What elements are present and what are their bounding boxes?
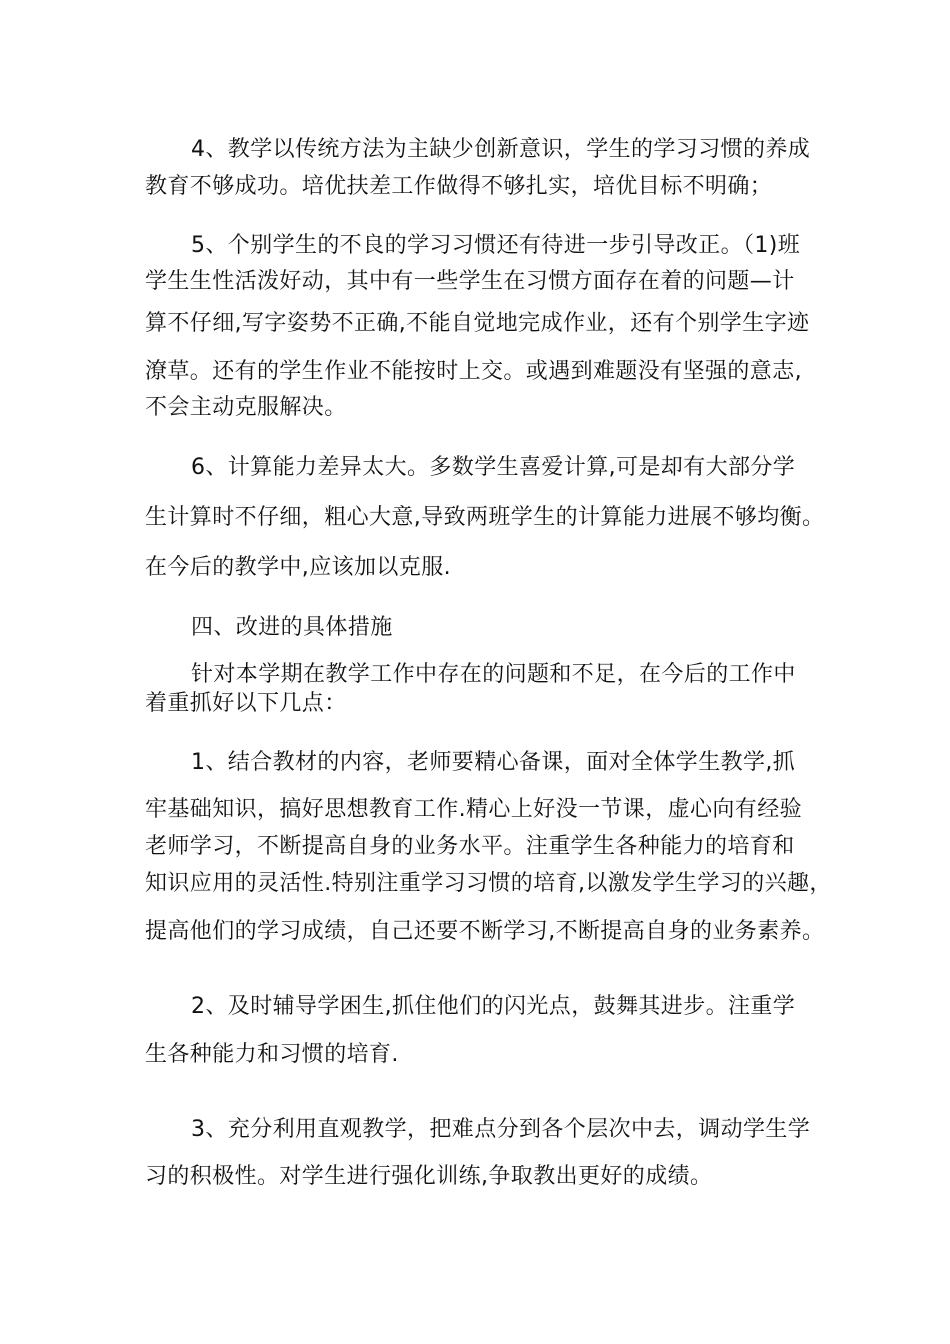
text-line: 3、充分利用直观教学，把难点分到各个层次中去，调动学生学	[191, 1117, 811, 1142]
text-line: 教育不够成功。培优扶差工作做得不够扎实，培优目标不明确；	[145, 174, 773, 199]
text-line: 6、计算能力差异太大。多数学生喜爱计算,可是却有大部分学	[191, 455, 796, 480]
text-line: 5、个别学生的不良的学习习惯还有待进一步引导改正。（1)班	[191, 233, 801, 258]
text-line: 老师学习，不断提高自身的业务水平。注重学生各种能力的培育和	[145, 834, 795, 859]
text-line: 潦草。还有的学生作业不能按时上交。或遇到难题没有坚强的意志,	[145, 359, 802, 384]
text-line: 2、及时辅导学困生,抓住他们的闪光点，鼓舞其进步。注重学	[191, 994, 796, 1019]
text-line: 4、教学以传统方法为主缺少创新意识，学生的学习习惯的养成	[191, 137, 811, 162]
text-line: 算不仔细,写字姿势不正确,不能自觉地完成作业，还有个别学生字迹	[145, 311, 810, 336]
text-line: 不会主动克服解决。	[145, 395, 347, 420]
text-line: 针对本学期在教学工作中存在的问题和不足，在今后的工作中	[191, 662, 796, 687]
text-line: 习的积极性。对学生进行强化训练,争取教出更好的成绩。	[145, 1164, 713, 1189]
text-line: 提高他们的学习成绩，自己还要不断学习,不断提高自身的业务素养。	[145, 919, 825, 944]
text-line: 牢基础知识，搞好思想教育工作.精心上好没一节课，虚心向有经验	[145, 797, 802, 822]
text-line: 知识应用的灵活性.特别注重学习习惯的培育,以激发学生学习的兴趣，	[145, 871, 832, 896]
text-line: 在今后的教学中,应该加以克服.	[145, 555, 451, 580]
text-line: 1、结合教材的内容，老师要精心备课，面对全体学生教学,抓	[191, 750, 796, 775]
text-line: 着重抓好以下几点：	[145, 691, 347, 716]
section-heading: 四、改进的具体措施	[191, 615, 393, 640]
text-line: 生计算时不仔细，粗心大意,导致两班学生的计算能力进展不够均衡。	[145, 505, 825, 530]
text-line: 生各种能力和习惯的培育.	[145, 1042, 399, 1067]
text-line: 学生生性活泼好动，其中有一些学生在习惯方面存在着的问题—计	[145, 269, 795, 294]
